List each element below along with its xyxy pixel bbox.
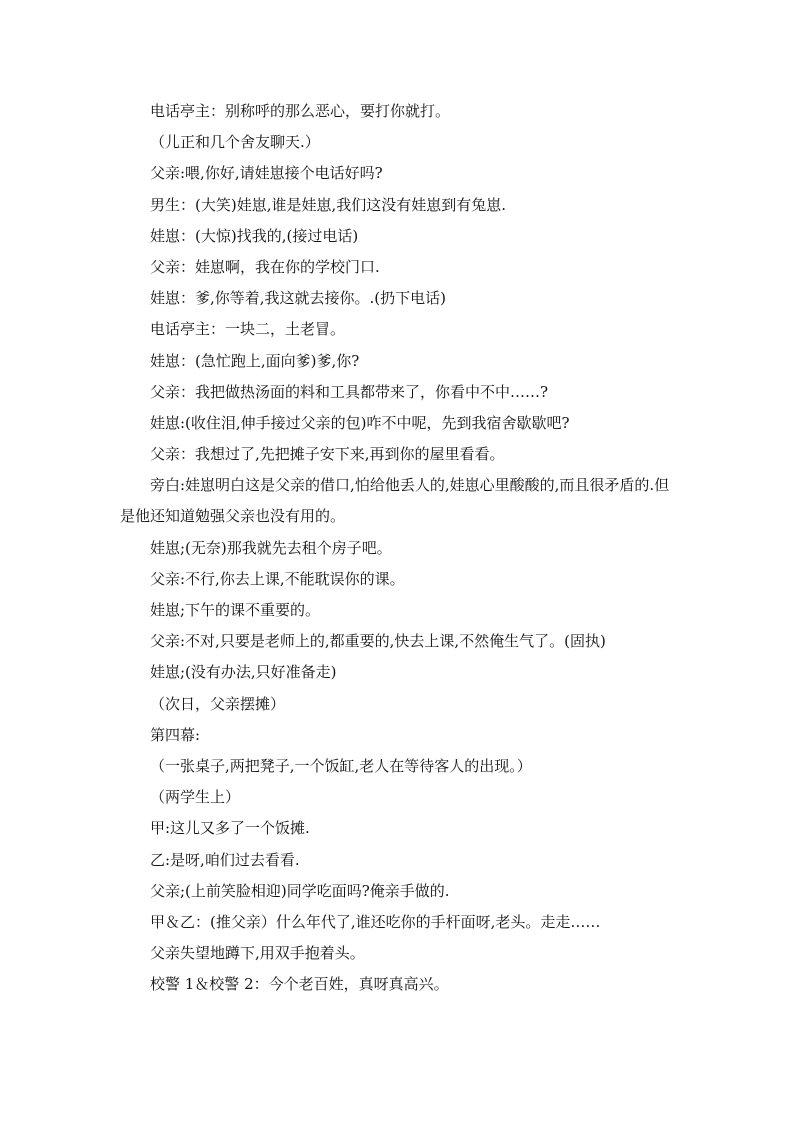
script-body bbox=[120, 96, 680, 1000]
stage-direction: （次日，父亲摆摊） bbox=[150, 694, 286, 713]
stage-direction: （儿正和几个舍友聊天.） bbox=[150, 133, 320, 152]
script-line: 甲:这儿又多了一个饭摊. bbox=[150, 819, 310, 838]
script-line: 电话亭主：一块二，土老冒。 bbox=[150, 320, 346, 339]
script-line: 娃崽;下午的课不重要的。 bbox=[150, 601, 321, 620]
act-heading: 第四幕: bbox=[150, 725, 201, 744]
script-line: 校警 1＆校警 2：今个老百姓，真呀真高兴。 bbox=[150, 975, 449, 994]
script-line: 娃崽：爹,你等着,我这就去接你。.(扔下电话) bbox=[150, 289, 447, 308]
script-line: 娃崽：(大惊)找我的,(接过电话) bbox=[150, 226, 359, 245]
script-line: 父亲:不对,只要是老师上的,都重要的,快去上课,不然俺生气了。(固执) bbox=[150, 632, 606, 651]
script-line: 娃崽;(无奈)那我就先去租个房子吧。 bbox=[150, 538, 392, 557]
script-line: 娃崽：(急忙跑上,面向爹)爹,你? bbox=[150, 351, 360, 370]
script-line: 娃崽;(没有办法,只好准备走) bbox=[150, 663, 337, 682]
stage-direction: （两学生上） bbox=[150, 788, 241, 807]
script-line: 电话亭主：别称呼的那么恶心，要打你就打。 bbox=[150, 102, 451, 120]
script-line: 父亲：我把做热汤面的料和工具都带来了，你看中不中……? bbox=[150, 382, 549, 401]
script-line: 甲＆乙：(推父亲）什么年代了,谁还吃你的手杆面呀,老头。走走…… bbox=[150, 912, 601, 931]
script-line: 父亲：娃崽啊，我在你的学校门口. bbox=[150, 257, 380, 276]
script-line: 娃崽:(收住泪,伸手接过父亲的包)咋不中呢，先到我宿舍歇歇吧? bbox=[150, 413, 570, 432]
script-line: 父亲：我想过了,先把摊子安下来,再到你的屋里看看。 bbox=[150, 445, 505, 464]
script-line: 父亲;(上前笑脸相迎)同学吃面吗?俺亲手做的. bbox=[150, 881, 450, 900]
narration-paragraph: 旁白:娃崽明白这是父亲的借口,怕给他丢人的,娃崽心里酸酸的,而且很矛盾的.但是他还知道勉强父亲也没有用的。 bbox=[120, 476, 670, 526]
script-line: 乙:是呀,咱们过去看看. bbox=[150, 850, 300, 869]
stage-direction: （一张桌子,两把凳子,一个饭缸,老人在等待客人的出现。） bbox=[150, 756, 532, 775]
script-line: 父亲:喂,你好,请娃崽接个电话好吗? bbox=[150, 164, 383, 183]
script-line: 父亲失望地蹲下,用双手抱着头。 bbox=[150, 944, 365, 963]
script-line: 父亲:不行,你去上课,不能耽误你的课。 bbox=[150, 569, 405, 588]
script-line: 男生：(大笑)娃崽,谁是娃崽,我们这没有娃崽到有兔崽. bbox=[150, 195, 507, 214]
